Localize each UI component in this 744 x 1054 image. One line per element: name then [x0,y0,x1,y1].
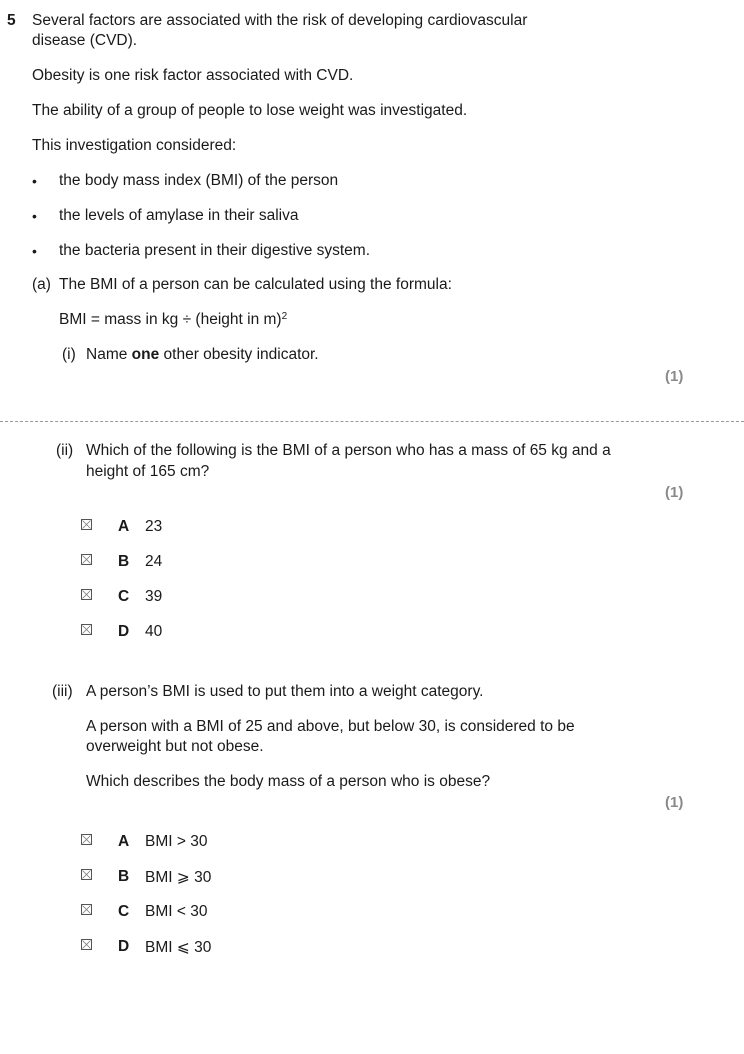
bullet-marker: • [32,208,37,224]
option-checkbox-d[interactable] [81,624,92,635]
part-iii-text: A person’s BMI is used to put them into a weight category. [86,683,484,700]
option-checkbox-c[interactable] [81,589,92,600]
option-value: BMI ⩽ 30 [145,939,212,956]
part-i-text-before: Name [86,346,132,363]
part-iii-question: Which describes the body mass of a person who is obese? [86,773,491,790]
option-letter: B [118,868,130,885]
option-letter: D [118,938,130,955]
cross-icon [82,870,91,879]
option-letter: A [118,518,130,535]
part-a-label: (a) [32,276,51,293]
considered-line: This investigation considered: [32,137,237,154]
cross-icon [82,555,91,564]
part-iii-mark: (1) [665,794,684,811]
bullet-item-amylase: the levels of amylase in their saliva [59,207,299,224]
part-ii-mark: (1) [665,484,684,501]
option-checkbox-b[interactable] [81,554,92,565]
option-value: BMI < 30 [145,903,208,920]
part-i-label: (i) [62,346,76,363]
part-i-text-bold: one [131,346,160,363]
intro-line-2: disease (CVD). [32,32,138,49]
option-letter: A [118,833,130,850]
obesity-line: Obesity is one risk factor associated with CVD. [32,67,354,84]
formula-exponent: 2 [281,311,288,322]
question-number: 5 [7,12,16,29]
part-iii-para-line-1: A person with a BMI of 25 and above, but below 30, is considered to be [86,718,575,735]
option-letter: C [118,588,130,605]
bullet-item-bmi: the body mass index (BMI) of the person [59,172,339,189]
option-checkbox-b[interactable] [81,869,92,880]
part-a-text: The BMI of a person can be calculated using the formula: [59,276,452,293]
part-i-mark: (1) [665,368,684,385]
bullet-marker: • [32,243,37,259]
ability-line: The ability of a group of people to lose weight was investigated. [32,102,468,119]
cross-icon [82,835,91,844]
option-checkbox-c[interactable] [81,904,92,915]
part-iii-label: (iii) [52,683,73,700]
bullet-item-bacteria: the bacteria present in their digestive system. [59,242,371,259]
part-ii-line-2: height of 165 cm? [86,463,210,480]
option-checkbox-d[interactable] [81,939,92,950]
cross-icon [82,520,91,529]
part-ii-line-1: Which of the following is the BMI of a person who has a mass of 65 kg and a [86,442,611,459]
option-value: 39 [145,588,163,605]
option-letter: C [118,903,130,920]
option-checkbox-a[interactable] [81,519,92,530]
intro-line-1: Several factors are associated with the risk of developing cardiovascular [32,12,528,29]
part-iii-para-line-2: overweight but not obese. [86,738,264,755]
part-i-text-after: other obesity indicator. [159,346,319,363]
option-value: 24 [145,553,163,570]
part-ii-label: (ii) [56,442,74,459]
option-letter: B [118,553,130,570]
option-letter: D [118,623,130,640]
option-value: 23 [145,518,163,535]
bmi-formula [59,311,287,329]
bullet-marker: • [32,173,37,189]
cross-icon [82,590,91,599]
option-checkbox-a[interactable] [81,834,92,845]
option-value: 40 [145,623,163,640]
answer-line [0,421,744,422]
formula-main: BMI = mass in kg ÷ (height in m) [59,311,282,328]
part-i-text [86,346,319,364]
option-value: BMI ⩾ 30 [145,869,212,886]
cross-icon [82,940,91,949]
option-value: BMI > 30 [145,833,208,850]
cross-icon [82,625,91,634]
cross-icon [82,905,91,914]
